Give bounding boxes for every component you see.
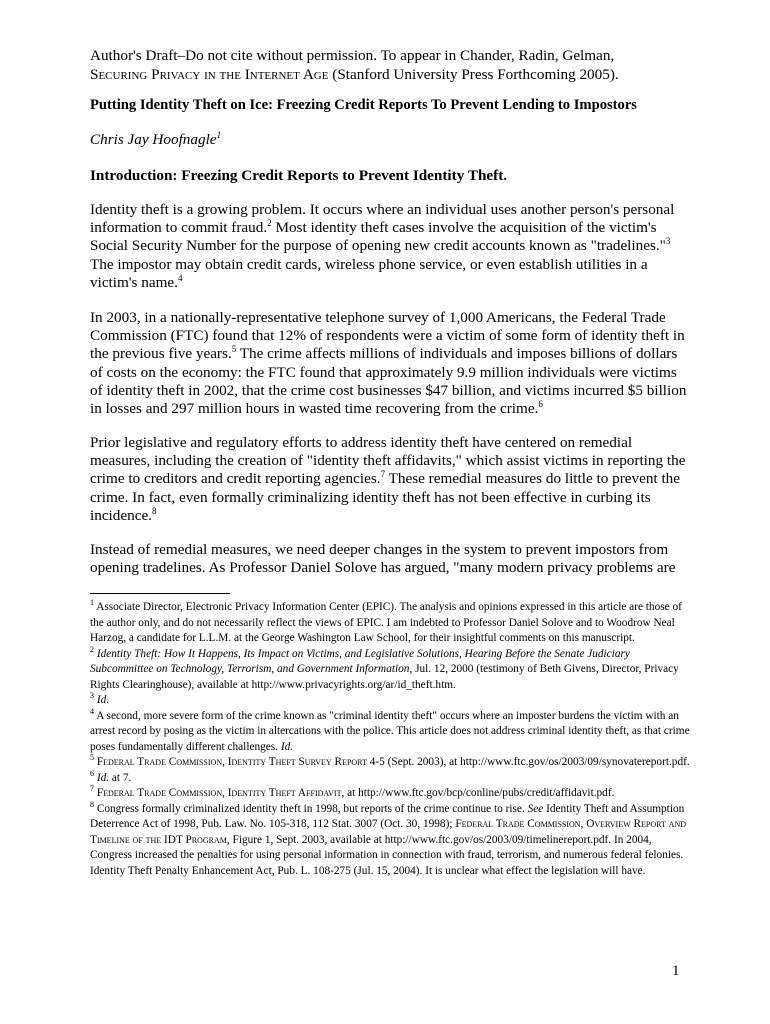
paragraph-1: Identity theft is a growing problem. It occurs where an individual uses another person's personal information to commit fraud.$^2$ Most identity theft cases involve the acquisition of the victim's Social Security Number for the purpose of opening new credit accounts known as "tradelines."$^3$ The impostor may obtain credit cards, wireless phone service, or even establish utilities in a victim's name.$^4$ <box>90 201 675 291</box>
footnote-ref: 6 <box>538 398 543 409</box>
book-title: Securing Privacy in the Internet Age <box>90 66 329 83</box>
footnote-5: $^5$ Federal Trade Commission, Identity Theft Survey Report 4-5 (Sept. 2003), at http://www.ftc.gov/os/2003/09/synovatereport.pdf. <box>90 753 690 768</box>
section-heading: Introduction: Freezing Credit Reports to Prevent Identity Theft. <box>90 167 508 184</box>
footnote-ref: 8 <box>151 505 157 516</box>
footnotes <box>90 600 690 879</box>
paper-title: Putting Identity Theft on Ice: Freezing Credit Reports To Prevent Lending to Impostors <box>90 97 637 113</box>
footnote-2: $^2$ Identity Theft: How It Happens, Its Impact on Victims, and Legislative Solutions, Hearing Before the Senate Judiciary Subcommittee on Technology, Terrorism, and Government Information, Jul. 12, 2000 (testimony of Beth Givens, Director, Privacy Rights Clearinghouse), available at http://www.privacyrights.org/ar/id_theft.htm. <box>90 644 679 691</box>
author-name: Chris Jay Hoofnagle <box>90 131 217 148</box>
footnote-4: $^4$ A second, more severe form of the crime known as "criminal identity theft" occurs where an imposter burdens the victim with an arrest record by posing as the victim in altercations with the police. This article does not address criminal identity theft, as that crime poses fundamentally different challenges. Id. <box>90 706 690 753</box>
footnote-ref: 4 <box>177 272 183 283</box>
footnote-ref: 7 <box>380 469 386 480</box>
footnote-ref: 5 <box>231 344 237 355</box>
footnote-1: $^1$ Associate Director, Electronic Privacy Information Center (EPIC). The analysis and opinions expressed in this article are those of the author only, and do not necessarily reflect the views of EPIC. I am indebted to Professor Daniel Solove and to Woodrow Neal Harzog, a candidate for L.L.M. at the George Washington Law School, for their insightful comments on this manuscript. <box>90 598 682 644</box>
paragraph-4: Instead of remedial measures, we need deeper changes in the system to prevent impostors from opening tradelines. As Professor Daniel Solove has argued, "many modern privacy problems are <box>90 541 676 577</box>
footnote-8: $^8$ Congress formally criminalized identity theft in 1998, but reports of the crime continue to rise. See Identity Theft and Assumption Deterrence Act of 1998, Pub. Law. No. 105-318, 112 Stat. 3007 (Oct. 30, 1998); Federal Trade Commission, Overview Report and Timeline of the IDT Program, Figure 1, Sept. 2003, available at http://www.ftc.gov/os/2003/09/timelinereport.pdf. In 2004, Congress increased the penalties for using personal information in connection with fraud, terrorism, and numerous federal felonies. Identity Theft Penalty Enhancement Act, Pub. L. 108-275 (Jul. 15, 2004). It is unclear what effect the legislation will have. <box>90 799 687 877</box>
draft-notice: Author's Draft–Do not cite without permission. To appear in Chander, Radin, Gelman, Securing Privacy in the Internet Age (Stanford University Press Forthcoming 2005). <box>90 47 619 83</box>
author-line <box>90 131 221 149</box>
paragraph-3: Prior legislative and regulatory efforts to address identity theft have centered on remedial measures, including the creation of "identity theft affidavits," which assist victims in reporting the crime to creditors and credit reporting agencies.$^7$ These remedial measures do little to prevent the crime. In fact, even formally criminalizing identity theft has not been effective in curbing its incidence.$^8$ <box>90 434 686 524</box>
footnote-7: $^7$ Federal Trade Commission, Identity Theft Affidavit, at http://www.ftc.gov/bcp/conline/pubs/credit/affidavit.pdf. <box>90 784 615 799</box>
paragraph-2: In 2003, in a nationally-representative telephone survey of 1,000 Americans, the Federal Trade Commission (FTC) found that 12% of respondents were a victim of some form of identity theft in the previous five years.$^5$ The crime affects millions of individuals and imposes billions of dollars of costs on the economy: the FTC found that approximately 9.9 million individuals were victims of identity theft in 2002, that the crime cost businesses $47 billion, and victims incurred $5 billion in losses and 297 million hours in wasted time recovering from the crime.$^6$ <box>90 309 687 418</box>
footnote-6: $^6$ Id. at 7. <box>90 768 132 784</box>
footnote-ref: 2 <box>267 218 272 229</box>
footnote-ref: 1 <box>216 129 222 140</box>
page-number: 1 <box>672 963 680 979</box>
footnote-3: $^3$ Id. <box>90 691 110 706</box>
footnote-divider <box>90 593 230 594</box>
footnote-ref: 3 <box>665 236 671 247</box>
